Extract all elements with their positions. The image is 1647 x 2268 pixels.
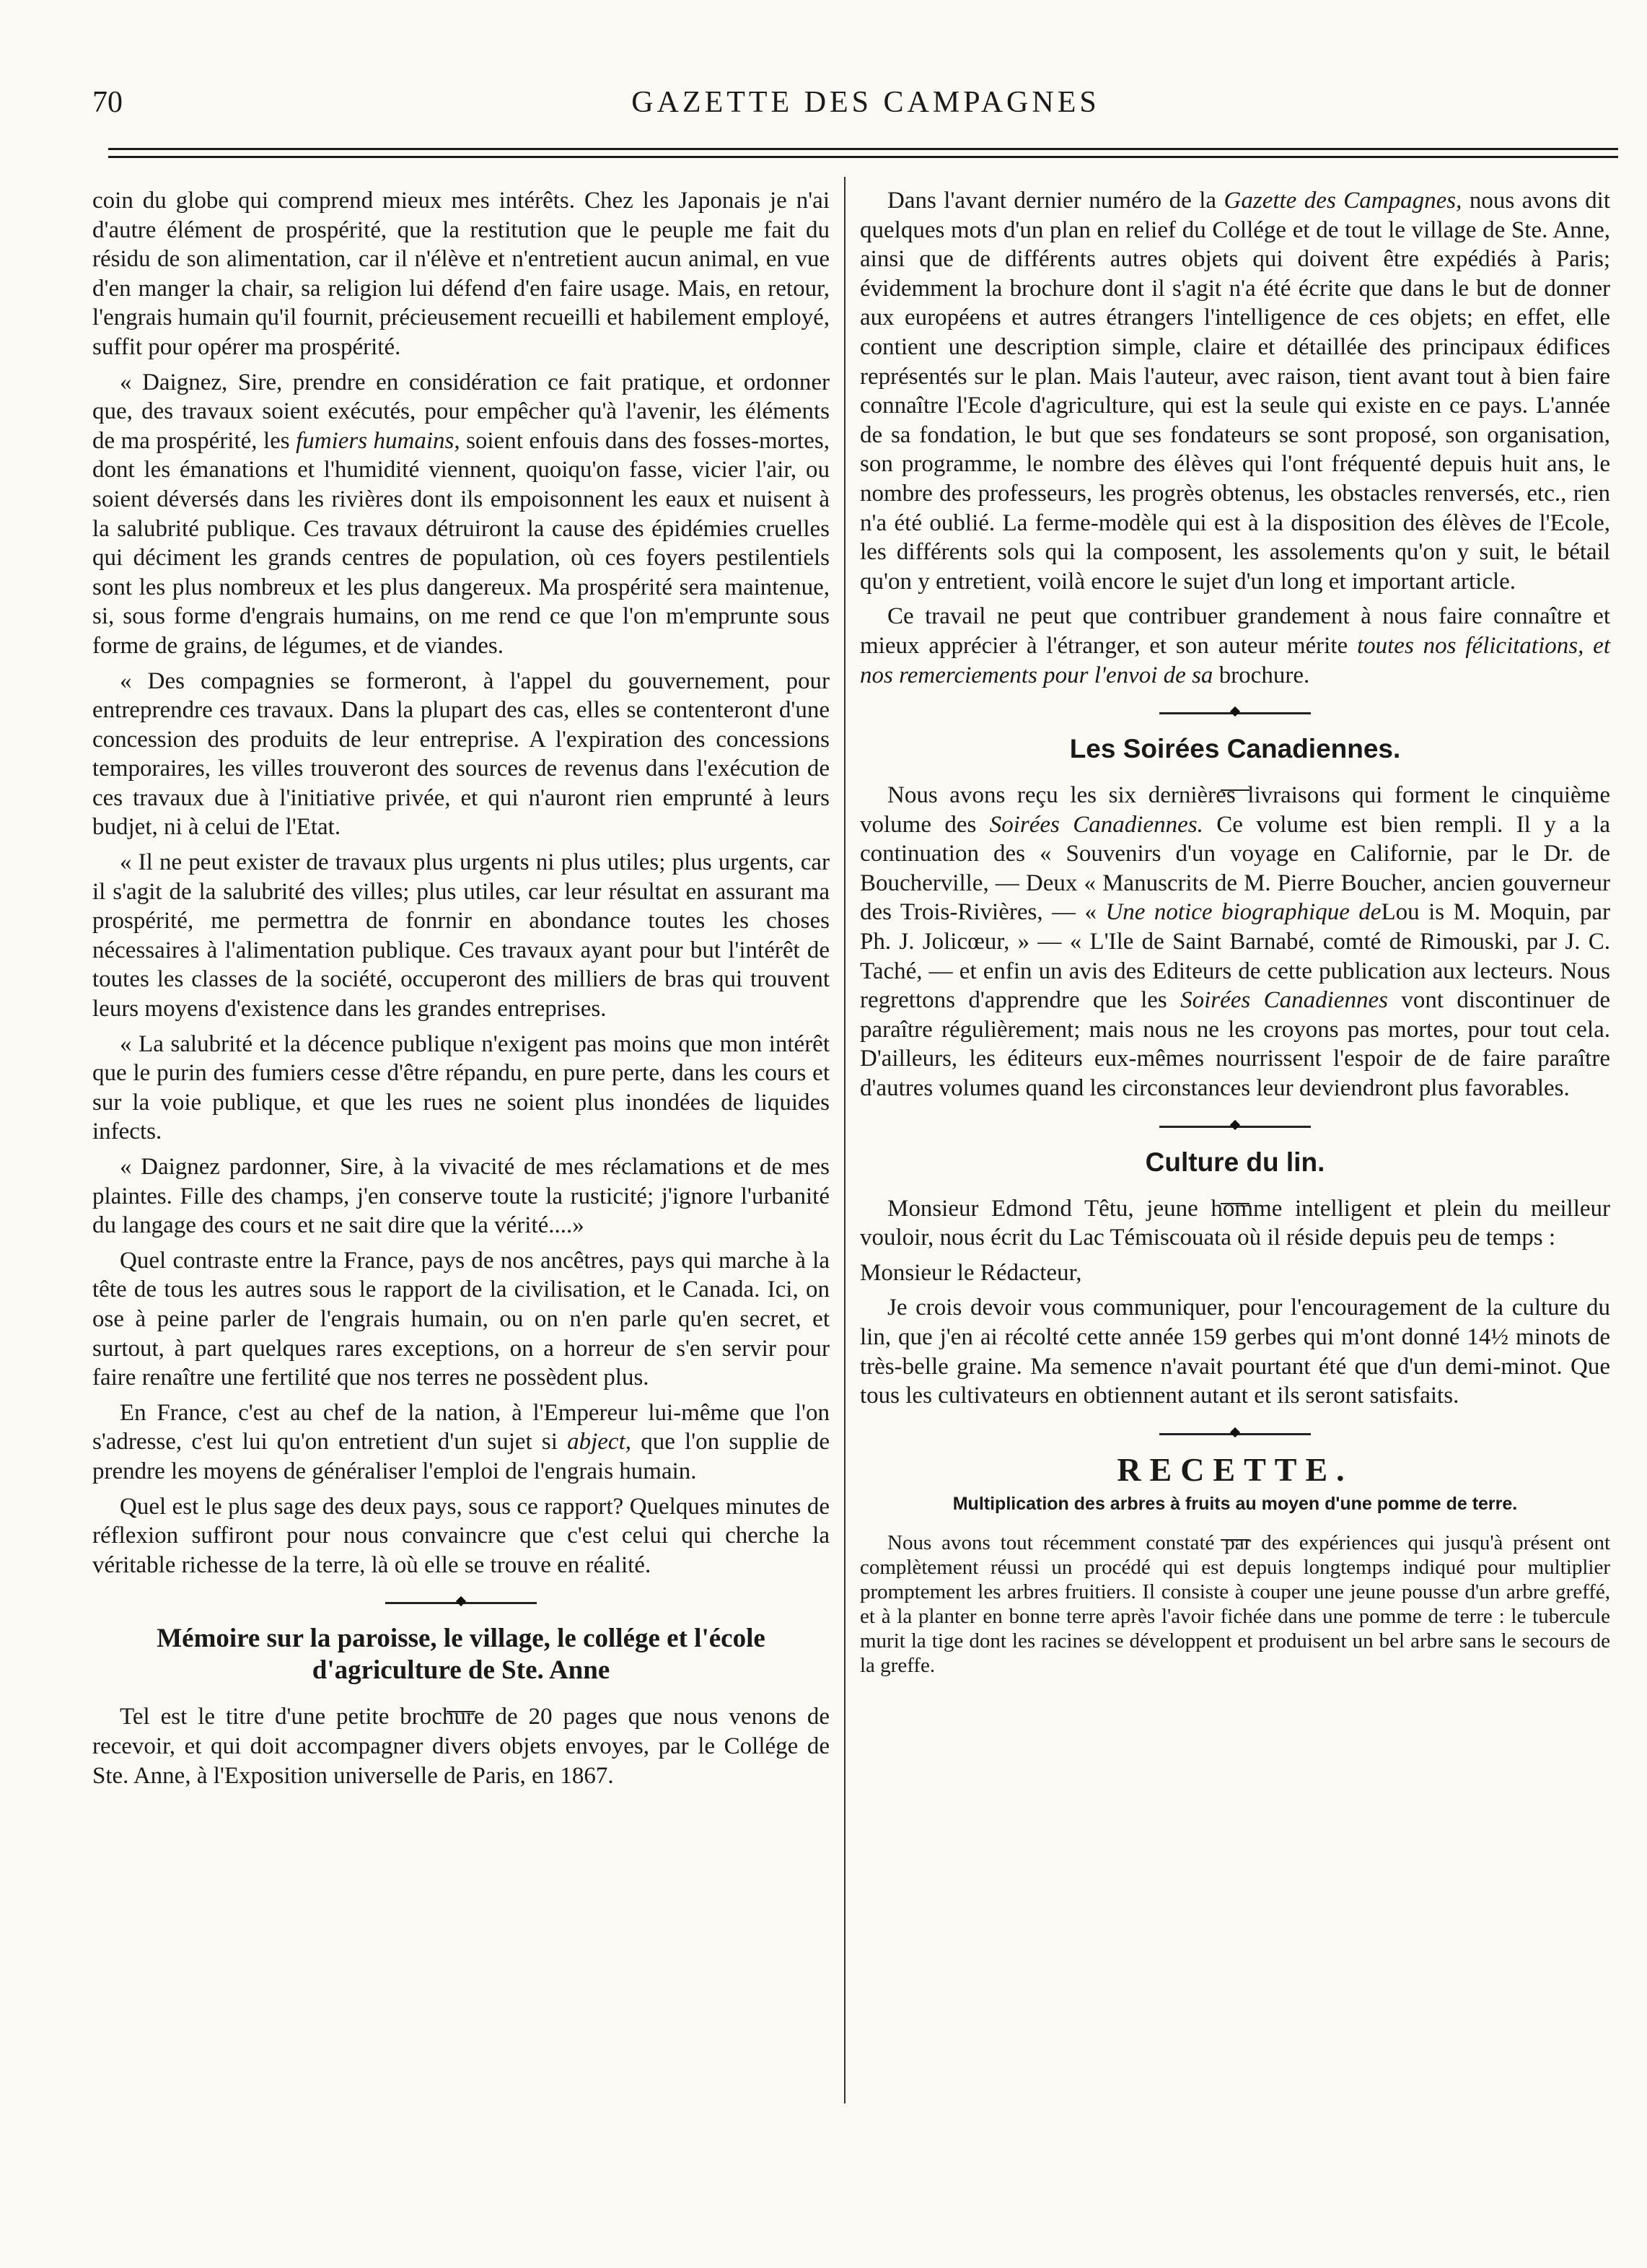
soirees-title: Les Soirées Canadiennes. <box>1069 734 1401 764</box>
title-dash <box>92 1691 830 1702</box>
paragraph: Dans l'avant dernier numéro de la Gazette des Campagnes, nous avons dit quelques mots d'un plan en relief du Collége et de tout le village de Ste. Anne, ainsi que de différents autres objets qui doivent être expédiés à Paris; évidemment la brochure dont il s'agit n'a été écrite que dans le but de donner aux européens et autres étrangers l'intelligence de ces objets; en effet, elle contient une description simple, claire et détaillée des principaux édifices représentés sur le plan. Mais l'auteur, avec raison, tient avant tout à bien faire connaître l'Ecole d'agriculture, qui est la seule qui existe en ce pays. L'année de sa fondation, le but que ses fondateurs se sont proposé, son organisation, son programme, le nombre des élèves qui l'ont fréquenté depuis huit ans, le nombre des professeurs, les progrès obtenus, les obstacles renversés, etc., rien n'a été oublié. La ferme-modèle qui est à la disposition des élèves de l'Ecole, les différents sols qui la composent, les assolements qu'on y suit, le bétail qu'on y entretient, voilà encore le sujet d'un long et important article. <box>860 188 1610 595</box>
section-ornament <box>860 1113 1610 1139</box>
running-head: GAZETTE DES CAMPAGNES <box>631 86 1100 119</box>
right-column <box>860 186 1610 1684</box>
paragraph: Quel est le plus sage des deux pays, sous ce rapport? Quelques minutes de réflexion suffiront pour nous convaincre que c'est celui qui cherche la véritable richesse de la terre, là où elle se trouve en réalité. <box>92 1493 830 1578</box>
paragraph: coin du globe qui comprend mieux mes intérêts. Chez les Japonais je n'ai d'autre élément de prospérité, que la restitution que le peuple me fait du résidu de son alimentation, car il n'élève et n'entretient aucun animal, en vue d'en manger la chair, sa religion lui défend d'en faire usage. Mais, en retour, l'engrais humain qu'il fournit, précieusement recueilli et habilement employé, suffit pour opérer ma prospérité. <box>92 188 830 360</box>
paragraph: Monsieur le Rédacteur, <box>860 1259 1082 1286</box>
paragraph: Ce travail ne peut que contribuer grandement à nous faire connaître et mieux apprécier à l'étranger, et son auteur mérite toutes nos félicitations, et nos remerciements pour l'envoi de sa brochure. <box>860 603 1610 688</box>
paragraph: « Des compagnies se formeront, à l'appel du gouvernement, pour entreprendre ces travaux. Dans la plupart des cas, elles se contenteront d'une concession des produits de leur entreprise. A l'expiration des concessions temporaires, les villes trouveront des sources de revenus dans l'exécution de ces travaux due à l'initiative privée, et qui n'auront rien emprunté à leurs budjet, ni à celui de l'Etat. <box>92 667 830 841</box>
paragraph: Nous avons tout récemment constaté par des expériences qui jusqu'à présent ont complètement réussi un procédé qui est depuis longtemps indiqué pour multiplier promptement les arbres fruitiers. Il consiste à couper une jeune pousse d'un arbre greffé, et à la planter en bonne terre après l'avoir fichée dans une pomme de terre : le tubercule murit la tige dont les racines se développent et produisent un bel arbre sans le secours de la greffe. <box>860 1531 1610 1678</box>
title-dash <box>860 1183 1610 1194</box>
paragraph: Nous avons reçu les six dernières livraisons qui forment le cinquième volume des Soirées Canadiennes. Ce volume est bien rempli. Il y a la continuation des « Souvenirs d'un voyage en Californie, par le Dr. de Boucherville, — Deux « Manuscrits de M. Pierre Boucher, ancien gouverneur des Trois-Rivières, — « Une notice biographique deLou is M. Moquin, par Ph. J. Jolicœur, » — « L'Ile de Saint Barnabé, comté de Rimouski, par J. C. Taché, — et enfin un avis des Editeurs de cette publication aux lecteurs. Nous regrettons d'apprendre que les Soirées Canadiennes vont discontinuer de paraître régulièrement; mais nous ne les croyons pas mortes, pour tout cela. D'ailleurs, les éditeurs eux-mêmes nourrissent l'espoir de de faire paraître d'autres volumes quand les circonstances leur deviendront plus favorables. <box>860 782 1611 1102</box>
title-dash <box>860 1519 1610 1531</box>
paragraph: « Il ne peut exister de travaux plus urgents ni plus utiles; plus urgents, car il s'agit de la salubrité des villes; plus utiles, car leur résultat en assurant ma prospérité, me permettra de fonrnir en abondance toutes les choses nécessaires à l'alimentation publique. Ces travaux ayant pour but l'intérêt de toutes les classes de la société, occuperont des milliers de bras qui trouvent leurs moyens d'existence dans les grandes entreprises. <box>92 849 830 1023</box>
paragraph: Monsieur Edmond Têtu, jeune homme intelligent et plein du meilleur vouloir, nous écrit du Lac Témiscouata où il réside depuis peu de temps : <box>860 1195 1610 1251</box>
paragraph: « Daignez pardonner, Sire, à la vivacité de mes réclamations et de mes plaintes. Fille des champs, j'en conserve toute la rusticité; j'ignore l'urbanité du langage des cours et ne sait dire que la vérité....» <box>92 1154 830 1239</box>
column-divider <box>844 177 846 2103</box>
title-dash <box>860 769 1610 781</box>
paragraph: « Daignez, Sire, prendre en considération ce fait pratique, et ordonner que, des travaux soient exécutés, pour empêcher qu'à l'avenir, les éléments de ma prospérité, les fumiers humains, soient enfouis dans des fosses-mortes, dont les émanations et l'humidité viennent, quoiqu'on fasse, vicier l'air, ou soient déversés dans les rivières dont ils empoisonnent les eaux et nuisent à la salubrité publique. Ces travaux détruiront la cause des épidémies cruelles qui déciment les grands centres de population, où ces foyers pestilentiels sont les plus nombreux et les plus dangereux. Ma prospérité sera maintenue, si, sous forme d'engrais humains, on me rend ce que l'on m'emprunte sous forme de grains, de légumes, et de viandes. <box>92 369 830 659</box>
paragraph: Je crois devoir vous communiquer, pour l'encouragement de la culture du lin, que j'en ai récolté cette année 159 gerbes qui m'ont donné 14½ minots de très-belle graine. Ma semence n'avait pourtant été que d'un demi-minot. Que tous les cultivateurs en obtiennent autant et ils seront satisfaits. <box>860 1295 1610 1409</box>
memoire-title: Mémoire sur la paroisse, le village, le collége et l'école d'agriculture de Ste. Anne <box>157 1624 765 1686</box>
left-column <box>92 186 830 1796</box>
paragraph: « La salubrité et la décence publique n'exigent pas moins que mon intérêt que le purin des fumiers cesse d'être répandu, en pure perte, dans les cours et sur la voie publique, et que les rues ne soient plus inondées de liquides infects. <box>92 1030 830 1145</box>
header-rule <box>108 148 1618 158</box>
section-ornament <box>860 1421 1610 1447</box>
paragraph: En France, c'est au chef de la nation, à l'Empereur lui-même que l'on s'adresse, c'est lui qu'on entretient d'un sujet si abject, que l'on supplie de prendre les moyens de généraliser l'emploi de l'engrais humain. <box>92 1399 830 1484</box>
paragraph: Tel est le titre d'une petite brochure de 20 pages que nous venons de recevoir, et qui doit accompagner divers objets envoyes, par le Collége de Ste. Anne, à l'Exposition universelle de Paris, en 1867. <box>92 1704 830 1789</box>
page-number: 70 <box>92 86 123 119</box>
paragraph: Quel contraste entre la France, pays de nos ancêtres, pays qui marche à la tête de tous les autres sous le rapport de la civilisation, et le Canada. Ici, on ose à peine parler de l'engrais humain, ou on n'en parle qu'en secret, et surtout, à part quelques rares exceptions, on a horreur de s'en servir pour faire renaître une fertilité que nos terres ne possèdent plus. <box>92 1247 830 1391</box>
recette-subtitle: Multiplication des arbres à fruits au moyen d'une pomme de terre. <box>952 1494 1518 1515</box>
lin-title: Culture du lin. <box>1145 1147 1325 1177</box>
section-ornament <box>92 1590 830 1616</box>
section-ornament <box>860 700 1610 726</box>
recette-title: RECETTE. <box>1117 1450 1353 1488</box>
